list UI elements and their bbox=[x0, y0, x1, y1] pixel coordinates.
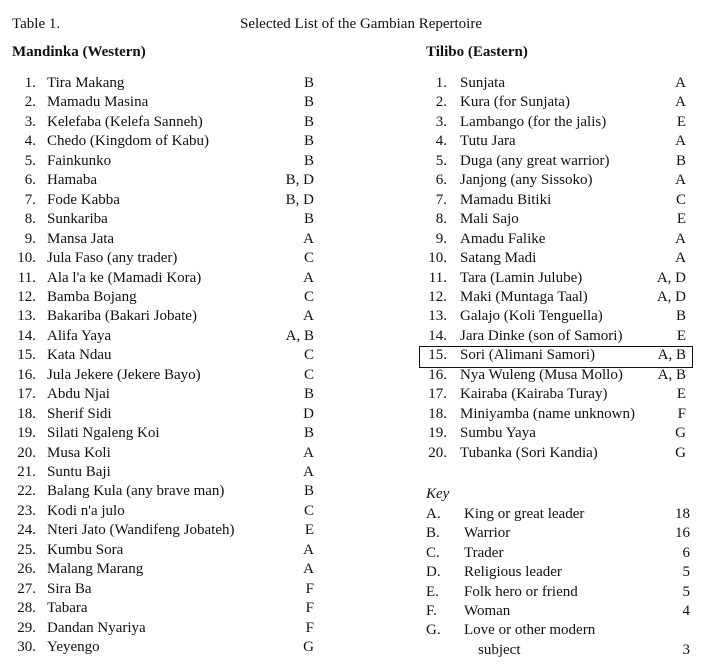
item-name: Amadu Falike bbox=[460, 230, 546, 247]
key-count: 5 bbox=[682, 564, 690, 581]
key-row-continuation bbox=[0, 641, 700, 660]
item-number: 15. bbox=[428, 347, 447, 364]
table-row bbox=[0, 171, 700, 190]
item-number: 2. bbox=[24, 94, 36, 111]
item-code: A, D bbox=[656, 288, 686, 305]
item-code: A, B bbox=[657, 347, 686, 364]
key-row bbox=[0, 563, 700, 582]
table-row bbox=[0, 327, 700, 346]
item-name: Chedo (Kingdom of Kabu) bbox=[47, 133, 210, 150]
table-row bbox=[0, 269, 700, 288]
item-name: Duga (any great warrior) bbox=[460, 152, 610, 169]
item-name: Mali Sajo bbox=[460, 211, 519, 228]
item-number: 12. bbox=[17, 288, 36, 305]
table-row bbox=[0, 74, 700, 93]
key-row bbox=[0, 602, 700, 621]
key-title: Key bbox=[426, 486, 450, 502]
item-code: A bbox=[675, 250, 686, 267]
item-code: B bbox=[303, 152, 314, 169]
item-number: 5. bbox=[435, 152, 447, 169]
item-name: Galajo (Koli Tenguella) bbox=[460, 308, 603, 325]
item-code: B bbox=[303, 483, 314, 500]
item-number: 11. bbox=[17, 269, 36, 286]
key-label: subject bbox=[478, 641, 521, 658]
item-name: Sumbu Yaya bbox=[460, 425, 536, 442]
key-letter: B. bbox=[426, 525, 440, 542]
item-code: B bbox=[303, 113, 314, 130]
item-number: 21. bbox=[17, 464, 36, 480]
item-name: Tara (Lamin Julube) bbox=[460, 269, 583, 286]
item-name: Kodi n'a julo bbox=[47, 502, 125, 519]
item-code: A bbox=[675, 75, 686, 91]
item-code: A bbox=[303, 230, 314, 247]
table-row bbox=[0, 482, 330, 501]
item-name: Mamadu Masina bbox=[47, 94, 149, 111]
table-label: Table 1. bbox=[12, 16, 61, 32]
key-count: 5 bbox=[682, 583, 690, 600]
table-row bbox=[0, 444, 700, 463]
item-name: Miniyamba (name unknown) bbox=[460, 405, 635, 422]
key-letter: F. bbox=[426, 603, 437, 619]
item-code: B bbox=[303, 386, 314, 403]
item-code: A bbox=[675, 172, 686, 189]
item-number: 20. bbox=[17, 444, 36, 461]
item-number: 10. bbox=[17, 250, 36, 267]
item-number: 16. bbox=[17, 366, 36, 383]
table-row bbox=[0, 307, 700, 326]
item-code: A bbox=[303, 541, 314, 558]
item-name: Bakariba (Bakari Jobate) bbox=[47, 308, 197, 325]
item-code: A bbox=[303, 269, 314, 286]
item-code: A, B bbox=[285, 327, 314, 344]
key-letter: C. bbox=[426, 544, 440, 561]
item-code: F bbox=[305, 600, 314, 617]
item-name: Sira Ba bbox=[47, 580, 92, 597]
item-code: F bbox=[305, 619, 314, 636]
item-code: A, B bbox=[657, 366, 686, 383]
item-number: 22. bbox=[17, 483, 36, 500]
item-number: 30. bbox=[17, 639, 36, 656]
item-name: Dandan Nyariya bbox=[47, 619, 146, 636]
item-code: E bbox=[676, 113, 686, 130]
item-name: Alifa Yaya bbox=[47, 327, 112, 344]
item-code: B bbox=[303, 133, 314, 150]
item-number: 6. bbox=[435, 172, 447, 189]
highlight-box bbox=[419, 346, 693, 368]
item-name: Nya Wuleng (Musa Mollo) bbox=[460, 366, 623, 383]
key-count: 3 bbox=[682, 641, 690, 658]
key-row bbox=[0, 583, 700, 602]
item-number: 10. bbox=[428, 250, 447, 267]
table-row bbox=[0, 191, 700, 210]
item-name: Tubanka (Sori Kandia) bbox=[460, 444, 598, 461]
key-label: Trader bbox=[464, 544, 504, 561]
item-code: G bbox=[303, 639, 314, 656]
item-code: A bbox=[303, 308, 314, 325]
item-code: A bbox=[675, 230, 686, 247]
table-row bbox=[0, 424, 700, 443]
item-number: 27. bbox=[17, 580, 36, 597]
item-number: 17. bbox=[428, 386, 447, 403]
item-number: 14. bbox=[428, 327, 447, 344]
item-code: C bbox=[303, 502, 314, 519]
item-name: Hamaba bbox=[47, 172, 97, 189]
table-row bbox=[0, 405, 700, 424]
item-code: G bbox=[675, 444, 686, 461]
item-name: Abdu Njai bbox=[47, 386, 110, 403]
item-number: 7. bbox=[24, 191, 36, 208]
item-name: Sunjata bbox=[460, 75, 505, 91]
key-row bbox=[0, 621, 700, 640]
item-number: 19. bbox=[17, 425, 36, 442]
item-name: Janjong (any Sissoko) bbox=[460, 172, 593, 189]
item-number: 13. bbox=[428, 308, 447, 325]
item-name: Kura (for Sunjata) bbox=[460, 94, 570, 111]
item-name: Bamba Bojang bbox=[47, 288, 137, 305]
item-code: C bbox=[303, 347, 314, 364]
key-label: Love or other modern bbox=[464, 622, 596, 639]
item-code: B bbox=[303, 75, 314, 91]
item-number: 4. bbox=[24, 133, 36, 150]
item-number: 19. bbox=[428, 425, 447, 442]
table-row bbox=[0, 210, 700, 229]
item-number: 13. bbox=[17, 308, 36, 325]
item-number: 18. bbox=[428, 405, 447, 422]
item-code: F bbox=[677, 405, 686, 422]
item-name: Suntu Baji bbox=[47, 464, 111, 480]
table-row bbox=[0, 288, 700, 307]
item-code: C bbox=[303, 250, 314, 267]
table-row bbox=[0, 463, 330, 482]
table-row bbox=[0, 93, 700, 112]
item-number: 23. bbox=[17, 502, 36, 519]
item-number: 20. bbox=[428, 444, 447, 461]
item-number: 3. bbox=[24, 113, 36, 130]
item-name: Malang Marang bbox=[47, 561, 144, 578]
item-name: Lambango (for the jalis) bbox=[460, 113, 607, 130]
item-code: B, D bbox=[285, 172, 314, 189]
item-number: 7. bbox=[435, 191, 447, 208]
item-code: F bbox=[305, 580, 314, 597]
item-number: 17. bbox=[17, 386, 36, 403]
item-number: 2. bbox=[435, 94, 447, 111]
item-code: E bbox=[304, 522, 314, 539]
item-code: B bbox=[303, 211, 314, 228]
item-name: Tira Makang bbox=[47, 75, 125, 91]
item-number: 8. bbox=[435, 211, 447, 228]
table-row bbox=[0, 132, 700, 151]
item-code: B bbox=[675, 308, 686, 325]
item-number: 4. bbox=[435, 133, 447, 150]
item-number: 5. bbox=[24, 152, 36, 169]
item-name: Ala l'a ke (Mamadi Kora) bbox=[47, 269, 202, 286]
item-name: Mansa Jata bbox=[47, 230, 115, 247]
item-code: E bbox=[676, 327, 686, 344]
item-code: E bbox=[676, 211, 686, 228]
item-code: D bbox=[303, 405, 314, 422]
item-name: Kairaba (Kairaba Turay) bbox=[460, 386, 608, 403]
item-name: Jula Jekere (Jekere Bayo) bbox=[47, 366, 201, 383]
key-letter: G. bbox=[426, 622, 441, 639]
item-code: A bbox=[303, 464, 314, 480]
item-code: C bbox=[303, 288, 314, 305]
item-code: B bbox=[675, 152, 686, 169]
item-code: B bbox=[303, 94, 314, 111]
item-code: B, D bbox=[285, 191, 314, 208]
item-number: 9. bbox=[435, 230, 447, 247]
key-count: 6 bbox=[682, 544, 690, 561]
key-label: Warrior bbox=[464, 525, 511, 542]
item-code: E bbox=[676, 386, 686, 403]
item-name: Kelefaba (Kelefa Sanneh) bbox=[47, 113, 203, 130]
item-name: Kumbu Sora bbox=[47, 541, 124, 558]
key-row bbox=[0, 524, 700, 543]
item-number: 6. bbox=[24, 172, 36, 189]
item-number: 16. bbox=[428, 366, 447, 383]
item-code: G bbox=[675, 425, 686, 442]
item-number: 1. bbox=[435, 75, 447, 91]
item-code: A bbox=[675, 94, 686, 111]
table-row bbox=[0, 113, 700, 132]
item-name: Sunkariba bbox=[47, 211, 108, 228]
item-name: Tutu Jara bbox=[460, 133, 516, 150]
item-code: A bbox=[303, 561, 314, 578]
key-count: 16 bbox=[675, 525, 690, 542]
item-code: C bbox=[675, 191, 686, 208]
item-name: Fode Kabba bbox=[47, 191, 120, 208]
key-row bbox=[0, 505, 700, 524]
item-name: Jula Faso (any trader) bbox=[47, 250, 178, 267]
item-name: Maki (Muntaga Taal) bbox=[460, 288, 588, 305]
item-name: Kata Ndau bbox=[47, 347, 112, 364]
key-label: Religious leader bbox=[464, 564, 562, 581]
table-row bbox=[0, 366, 700, 385]
item-name: Fainkunko bbox=[47, 152, 112, 169]
item-code: B bbox=[303, 425, 314, 442]
table-row bbox=[0, 230, 700, 249]
item-name: Sori (Alimani Samori) bbox=[460, 347, 595, 364]
item-name: Nteri Jato (Wandifeng Jobateh) bbox=[47, 522, 235, 539]
key-label: Woman bbox=[464, 603, 511, 619]
item-name: Satang Madi bbox=[460, 250, 537, 267]
item-number: 24. bbox=[17, 522, 36, 539]
key-letter: E. bbox=[426, 583, 439, 600]
item-name: Musa Koli bbox=[47, 444, 111, 461]
item-number: 8. bbox=[24, 211, 36, 228]
eastern-heading: Tilibo (Eastern) bbox=[426, 44, 528, 60]
item-name: Tabara bbox=[47, 600, 88, 617]
item-name: Jara Dinke (son of Samori) bbox=[460, 327, 623, 344]
table-row bbox=[0, 385, 700, 404]
item-name: Sherif Sidi bbox=[47, 405, 112, 422]
key-row bbox=[0, 544, 700, 563]
item-number: 18. bbox=[17, 405, 36, 422]
table-row bbox=[0, 249, 700, 268]
item-number: 26. bbox=[17, 561, 36, 578]
item-number: 25. bbox=[17, 541, 36, 558]
item-name: Silati Ngaleng Koi bbox=[47, 425, 160, 442]
item-code: A, D bbox=[656, 269, 686, 286]
item-code: A bbox=[675, 133, 686, 150]
key-label: King or great leader bbox=[464, 506, 585, 522]
item-number: 28. bbox=[17, 600, 36, 617]
item-number: 11. bbox=[428, 269, 447, 286]
item-name: Yeyengo bbox=[47, 639, 100, 656]
key-count: 4 bbox=[682, 603, 690, 619]
key-letter: A. bbox=[426, 506, 441, 522]
item-code: A bbox=[303, 444, 314, 461]
item-name: Balang Kula (any brave man) bbox=[47, 483, 225, 500]
item-number: 12. bbox=[428, 288, 447, 305]
item-number: 29. bbox=[17, 619, 36, 636]
item-name: Mamadu Bitiki bbox=[460, 191, 552, 208]
key-letter: D. bbox=[426, 564, 441, 581]
item-number: 14. bbox=[17, 327, 36, 344]
key-count: 18 bbox=[675, 506, 690, 522]
item-number: 3. bbox=[435, 113, 447, 130]
table-title: Selected List of the Gambian Repertoire bbox=[240, 16, 482, 32]
western-heading: Mandinka (Western) bbox=[12, 44, 146, 60]
table-row bbox=[0, 152, 700, 171]
item-number: 1. bbox=[24, 75, 36, 91]
item-number: 15. bbox=[17, 347, 36, 364]
key-label: Folk hero or friend bbox=[464, 583, 578, 600]
item-number: 9. bbox=[24, 230, 36, 247]
item-code: C bbox=[303, 366, 314, 383]
